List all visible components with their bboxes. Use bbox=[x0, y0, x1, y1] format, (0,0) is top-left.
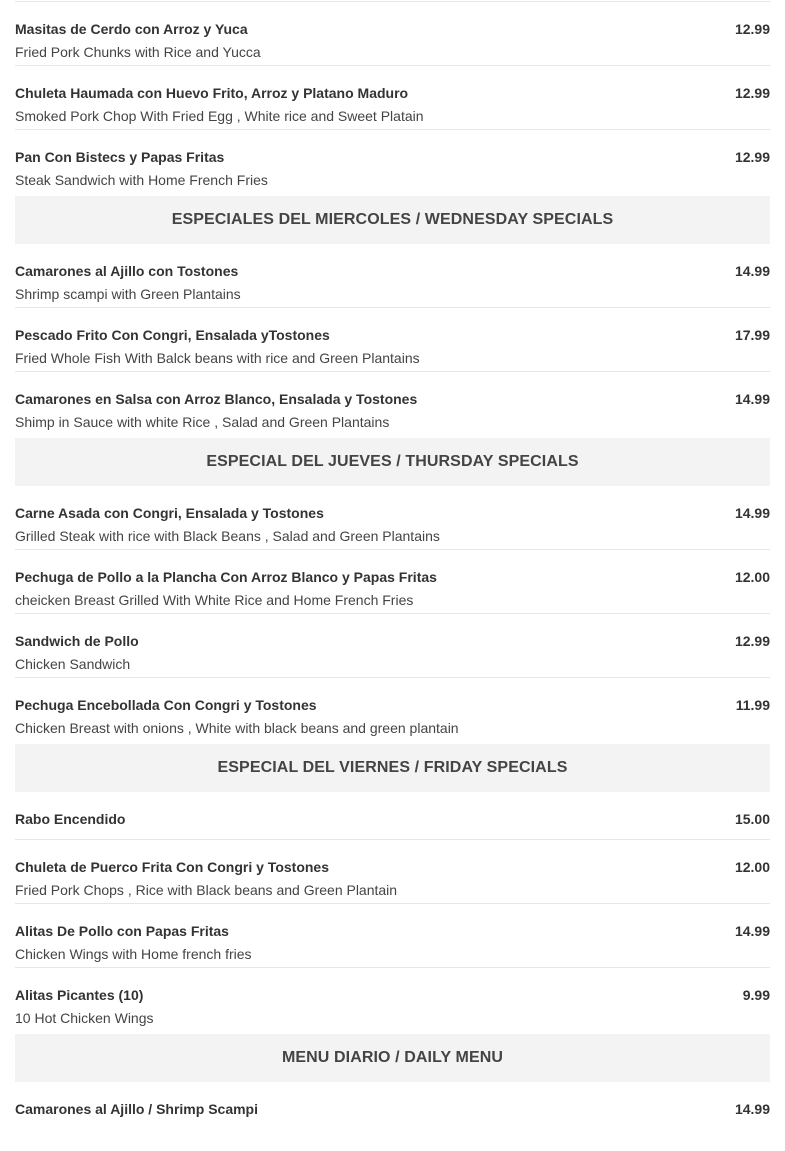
item-name: Pechuga Encebollada Con Congri y Tostones bbox=[15, 697, 317, 713]
item-description: Fried Whole Fish With Balck beans with rice and Green Plantains bbox=[15, 350, 420, 366]
item-price: 12.00 bbox=[734, 569, 770, 585]
menu-item[interactable] bbox=[15, 244, 770, 308]
section-header-daily-menu: MENU DIARIO / DAILY MENU bbox=[15, 1034, 770, 1082]
menu-list bbox=[15, 0, 770, 1129]
menu-item[interactable] bbox=[15, 2, 770, 66]
item-description: Steak Sandwich with Home French Fries bbox=[15, 172, 268, 188]
item-name: Carne Asada con Congri, Ensalada y Tostones bbox=[15, 505, 324, 521]
menu-item[interactable] bbox=[15, 486, 770, 550]
menu-item[interactable] bbox=[15, 840, 770, 904]
item-name: Masitas de Cerdo con Arroz y Yuca bbox=[15, 21, 248, 37]
item-price: 17.99 bbox=[734, 327, 770, 343]
item-price: 12.00 bbox=[734, 859, 770, 875]
item-name: Pechuga de Pollo a la Plancha Con Arroz Blanco y Papas Fritas bbox=[15, 569, 437, 585]
item-description: Fried Pork Chunks with Rice and Yucca bbox=[15, 44, 261, 60]
item-description: Shrimp scampi with Green Plantains bbox=[15, 286, 241, 302]
item-price: 12.99 bbox=[734, 149, 770, 165]
item-name: Chuleta Haumada con Huevo Frito, Arroz y Platano Maduro bbox=[15, 85, 409, 101]
menu-item[interactable] bbox=[15, 614, 770, 678]
menu-item[interactable] bbox=[15, 904, 770, 968]
item-description: Chicken Sandwich bbox=[15, 656, 131, 672]
item-price: 12.99 bbox=[734, 21, 770, 37]
menu-item[interactable] bbox=[15, 308, 770, 372]
menu-item[interactable] bbox=[15, 130, 770, 193]
item-price: 14.99 bbox=[734, 1101, 770, 1117]
section-header-wednesday: ESPECIALES DEL MIERCOLES / WEDNESDAY SPECIALS bbox=[15, 196, 770, 244]
item-price: 9.99 bbox=[742, 987, 770, 1003]
item-price: 15.00 bbox=[734, 811, 770, 827]
item-description: cheicken Breast Grilled With White Rice and Home French Fries bbox=[15, 592, 414, 608]
item-name: Chuleta de Puerco Frita Con Congri y Tostones bbox=[15, 859, 329, 875]
item-name: Alitas De Pollo con Papas Fritas bbox=[15, 923, 229, 939]
item-name: Rabo Encendido bbox=[15, 811, 126, 827]
menu-item[interactable] bbox=[15, 678, 770, 741]
menu-item[interactable] bbox=[15, 792, 770, 840]
item-name: Alitas Picantes (10) bbox=[15, 987, 144, 1003]
section-header-thursday: ESPECIAL DEL JUEVES / THURSDAY SPECIALS bbox=[15, 438, 770, 486]
item-price: 14.99 bbox=[734, 391, 770, 407]
item-price: 12.99 bbox=[734, 85, 770, 101]
item-price: 14.99 bbox=[734, 505, 770, 521]
item-description: Shimp in Sauce with white Rice , Salad and Green Plantains bbox=[15, 414, 390, 430]
item-description: Fried Pork Chops , Rice with Black beans and Green Plantain bbox=[15, 882, 398, 898]
item-name: Camarones al Ajillo / Shrimp Scampi bbox=[15, 1101, 258, 1117]
item-description: Grilled Steak with rice with Black Beans , Salad and Green Plantains bbox=[15, 528, 440, 544]
menu-item[interactable] bbox=[15, 550, 770, 614]
item-description: Chicken Wings with Home french fries bbox=[15, 946, 252, 962]
item-price: 12.99 bbox=[734, 633, 770, 649]
item-description: Smoked Pork Chop With Fried Egg , White rice and Sweet Platain bbox=[15, 108, 424, 124]
item-name: Camarones en Salsa con Arroz Blanco, Ensalada y Tostones bbox=[15, 391, 418, 407]
item-price: 14.99 bbox=[734, 923, 770, 939]
menu-item[interactable] bbox=[15, 372, 770, 435]
item-price: 11.99 bbox=[735, 697, 770, 713]
item-name: Pan Con Bistecs y Papas Fritas bbox=[15, 149, 225, 165]
item-description: 10 Hot Chicken Wings bbox=[15, 1010, 154, 1026]
item-price: 14.99 bbox=[734, 263, 770, 279]
item-name: Sandwich de Pollo bbox=[15, 633, 139, 649]
menu-item[interactable] bbox=[15, 66, 770, 130]
item-description: Chicken Breast with onions , White with black beans and green plantain bbox=[15, 720, 459, 736]
item-name: Pescado Frito Con Congri, Ensalada yTostones bbox=[15, 327, 330, 343]
item-name: Camarones al Ajillo con Tostones bbox=[15, 263, 239, 279]
menu-item[interactable] bbox=[15, 1082, 770, 1129]
menu-item[interactable] bbox=[15, 968, 770, 1031]
section-header-friday: ESPECIAL DEL VIERNES / FRIDAY SPECIALS bbox=[15, 744, 770, 792]
